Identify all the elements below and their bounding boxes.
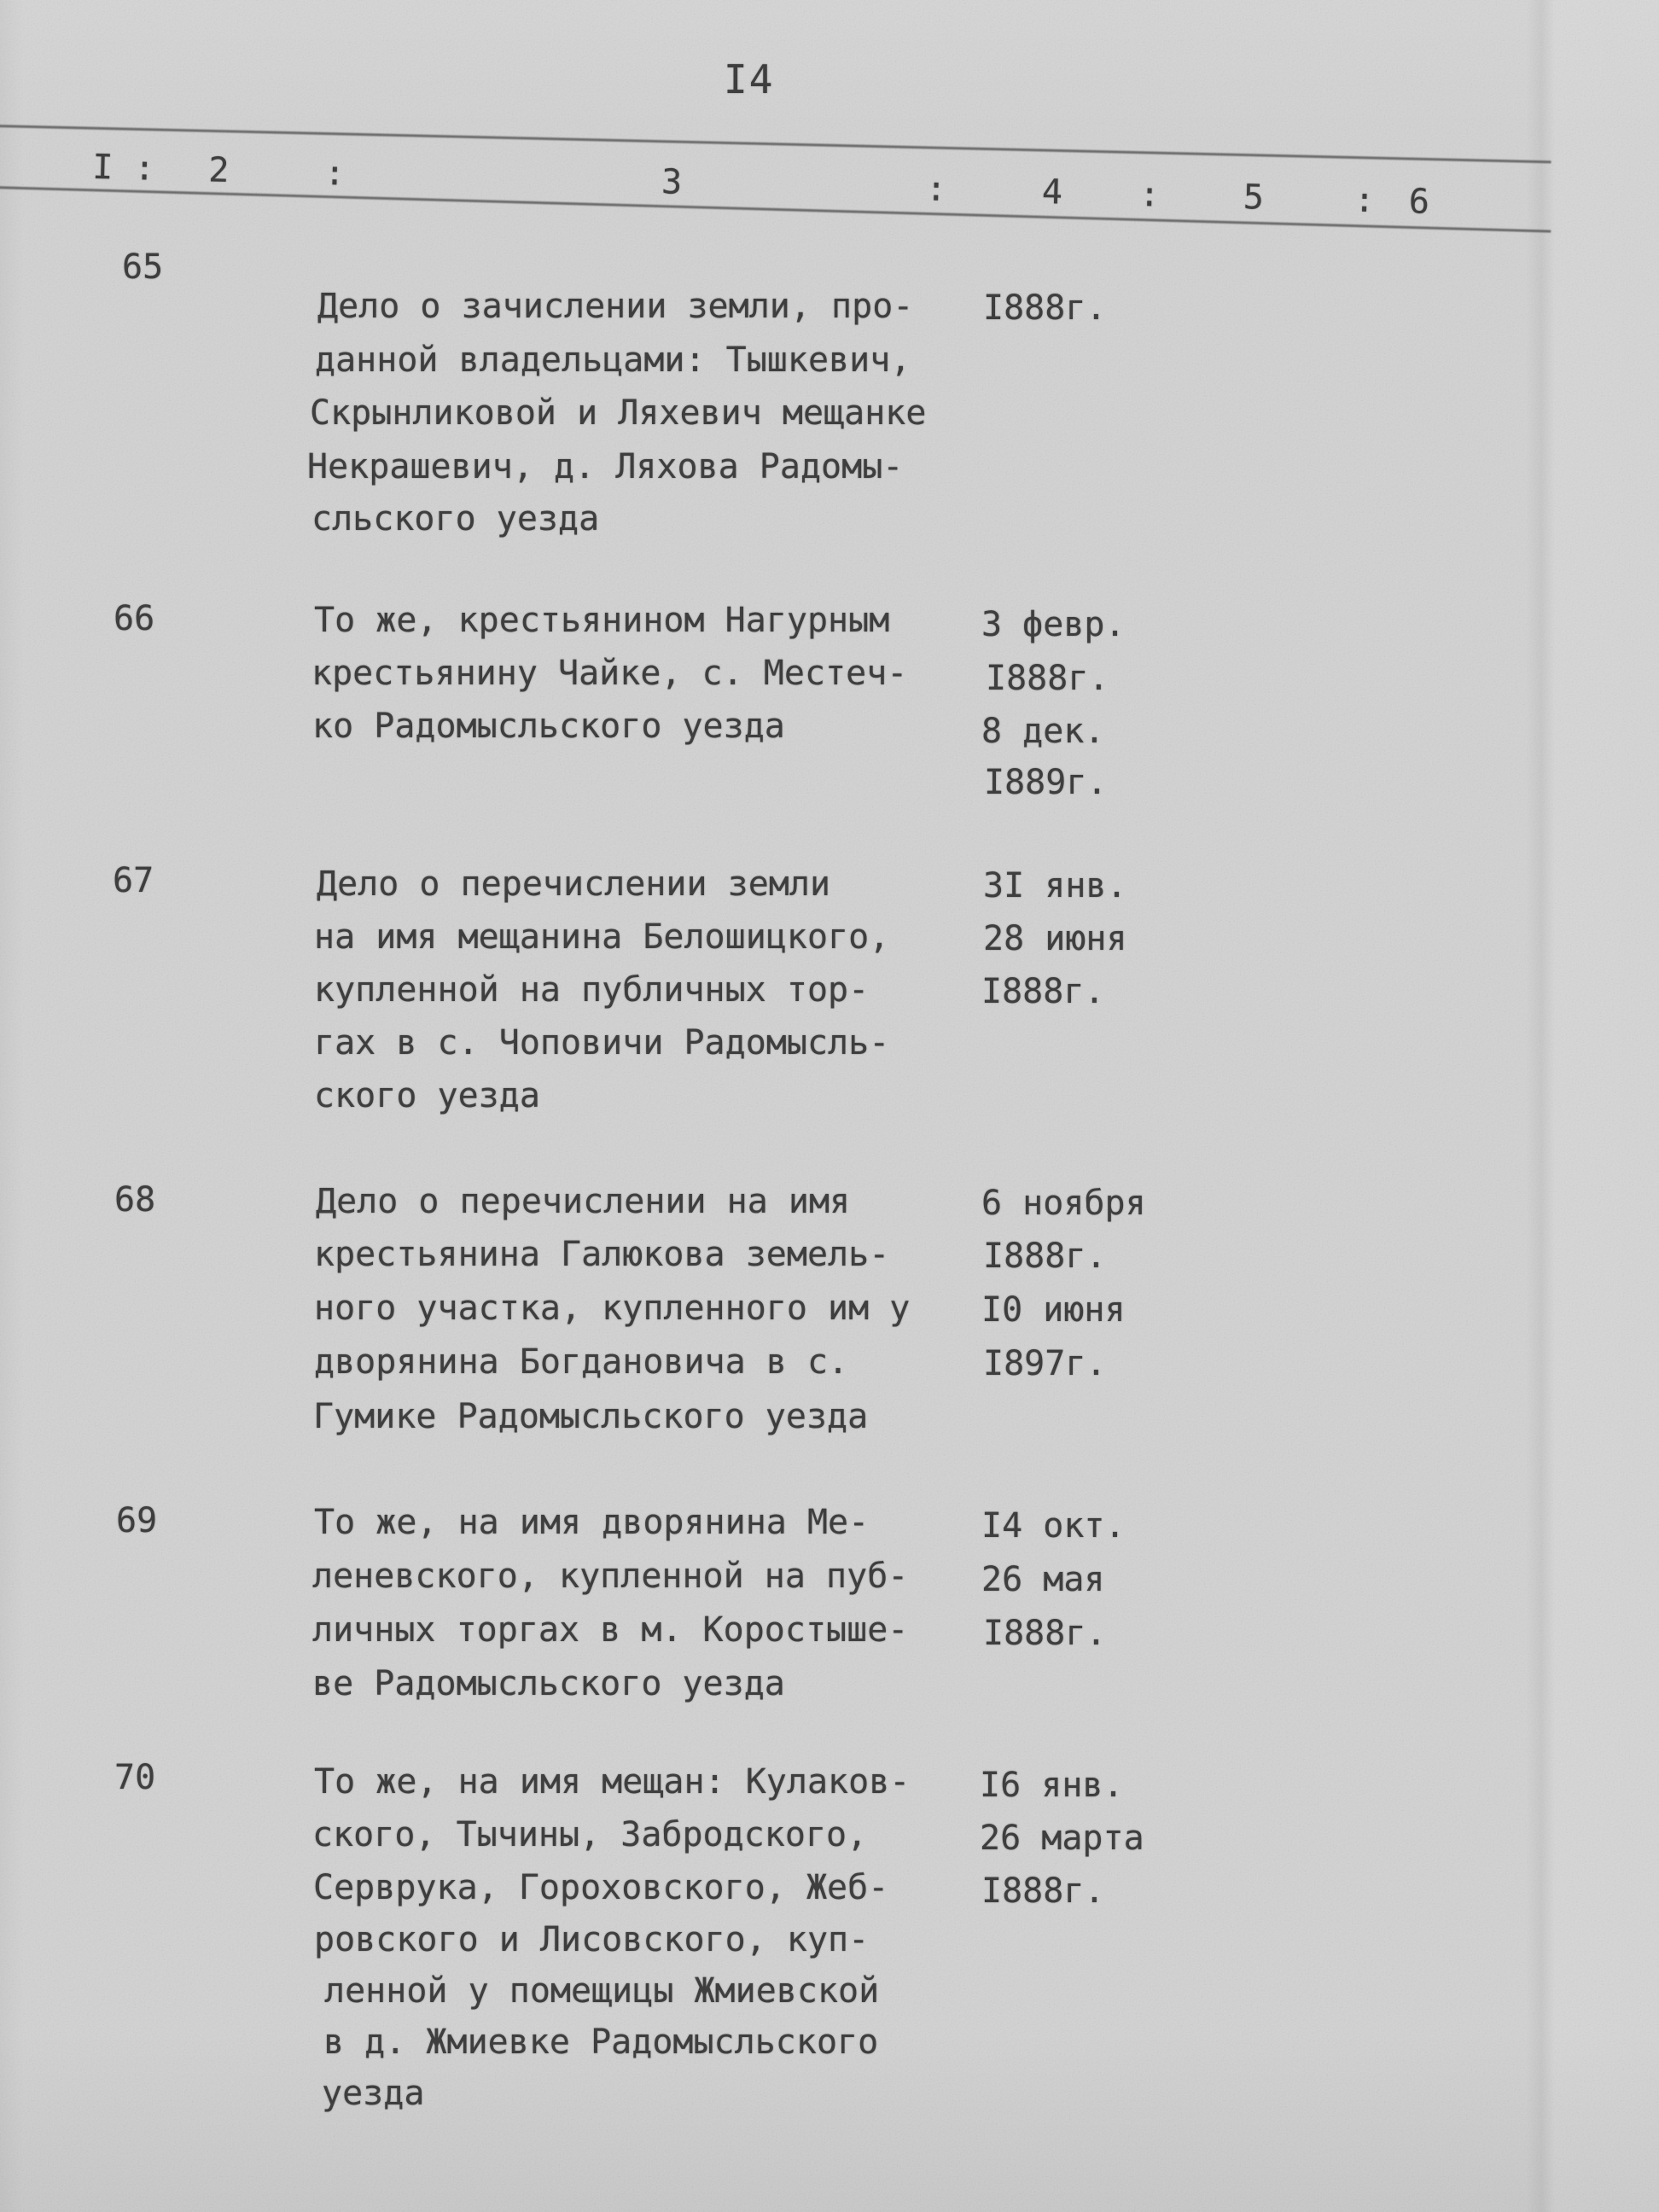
description-line: ленной у помещицы Жмиевской (324, 1971, 880, 2011)
page-number: I4 (724, 56, 775, 102)
date-cell: I888г. (981, 972, 1105, 1011)
description-line: Скрынликовой и Ляхевич мещанке (310, 393, 927, 433)
column-separator: : (1353, 180, 1376, 221)
description-line: ского уезда (314, 1076, 540, 1115)
date-cell: I0 июня (981, 1290, 1126, 1330)
description-line: в д. Жмиевке Радомысльского (323, 2023, 879, 2062)
date-cell: 3I янв. (983, 866, 1127, 905)
column-header-3: 3 (661, 162, 683, 202)
date-cell: 3 февр. (981, 605, 1126, 644)
date-cell: I897г. (983, 1344, 1107, 1383)
column-header-1: I (91, 147, 114, 188)
description-line: Дело о перечислении земли (317, 864, 831, 904)
entry-number: 68 (114, 1180, 156, 1220)
date-cell: I888г. (986, 659, 1109, 698)
date-cell: I888г. (981, 1871, 1105, 1911)
entry-number: 67 (113, 861, 154, 900)
description-line: Дело о зачислении земли, про- (317, 287, 914, 326)
entry-number: 69 (116, 1501, 158, 1540)
description-line: То же, крестьянином Нагурным (314, 601, 890, 640)
description-line: Некрашевич, д. Ляхова Радомы- (307, 447, 904, 486)
column-header-5: 5 (1243, 178, 1265, 218)
date-cell: 26 мая (981, 1560, 1105, 1599)
entry-number: 66 (114, 599, 155, 638)
date-cell: I888г. (983, 1614, 1107, 1653)
description-line: данной владельцами: Тышкевич, (315, 341, 911, 380)
description-line: ко Радомысльского уезда (312, 707, 785, 746)
date-cell: 26 марта (980, 1819, 1144, 1858)
description-line: То же, на имя дворянина Ме- (314, 1503, 870, 1542)
date-cell: I4 окт. (981, 1506, 1126, 1545)
description-line: гах в с. Чоповичи Радомысль- (314, 1023, 890, 1062)
description-line: купленной на публичных тор- (314, 970, 870, 1010)
date-cell: I888г. (983, 1237, 1107, 1276)
column-separator: : (133, 148, 156, 189)
description-line: Серврука, Гороховского, Жеб- (313, 1868, 889, 1907)
description-line: дворянина Богдановича в с. (314, 1342, 849, 1382)
column-separator: : (925, 169, 947, 210)
description-line: ве Радомысльского уезда (312, 1664, 785, 1703)
date-cell: I888г. (983, 288, 1107, 328)
date-cell: I6 янв. (980, 1766, 1124, 1805)
column-header-6: 6 (1408, 182, 1430, 222)
date-cell: 6 ноября (981, 1184, 1146, 1223)
description-line: личных торгах в м. Коростыше- (312, 1610, 909, 1650)
entry-number: 70 (114, 1758, 156, 1797)
description-line: сльского уезда (311, 499, 600, 538)
description-line: ровского и Лисовского, куп- (314, 1920, 870, 1959)
date-cell: I889г. (984, 763, 1108, 802)
description-line: крестьянина Галюкова земель- (314, 1235, 890, 1274)
entry-number: 65 (122, 247, 164, 287)
description-line: Дело о перечислении на имя (316, 1182, 851, 1221)
description-line: уезда (322, 2074, 425, 2113)
description-line: на имя мещанина Белошицкого, (314, 917, 890, 957)
description-line: Гумике Радомысльского уезда (313, 1397, 869, 1436)
description-line: крестьянину Чайке, с. Местеч- (311, 654, 908, 693)
date-cell: 28 июня (983, 919, 1127, 958)
description-line: леневского, купленной на пуб- (312, 1557, 909, 1596)
column-header-2: 2 (207, 150, 230, 191)
date-cell: 8 дек. (981, 712, 1105, 751)
column-header-4: 4 (1041, 172, 1063, 212)
description-line: То же, на имя мещан: Кулаков- (314, 1762, 911, 1802)
column-separator: : (1138, 174, 1161, 215)
description-line: ного участка, купленного им у (314, 1289, 911, 1328)
description-line: ского, Тычины, Забродского, (312, 1815, 868, 1854)
column-separator: : (323, 153, 346, 194)
